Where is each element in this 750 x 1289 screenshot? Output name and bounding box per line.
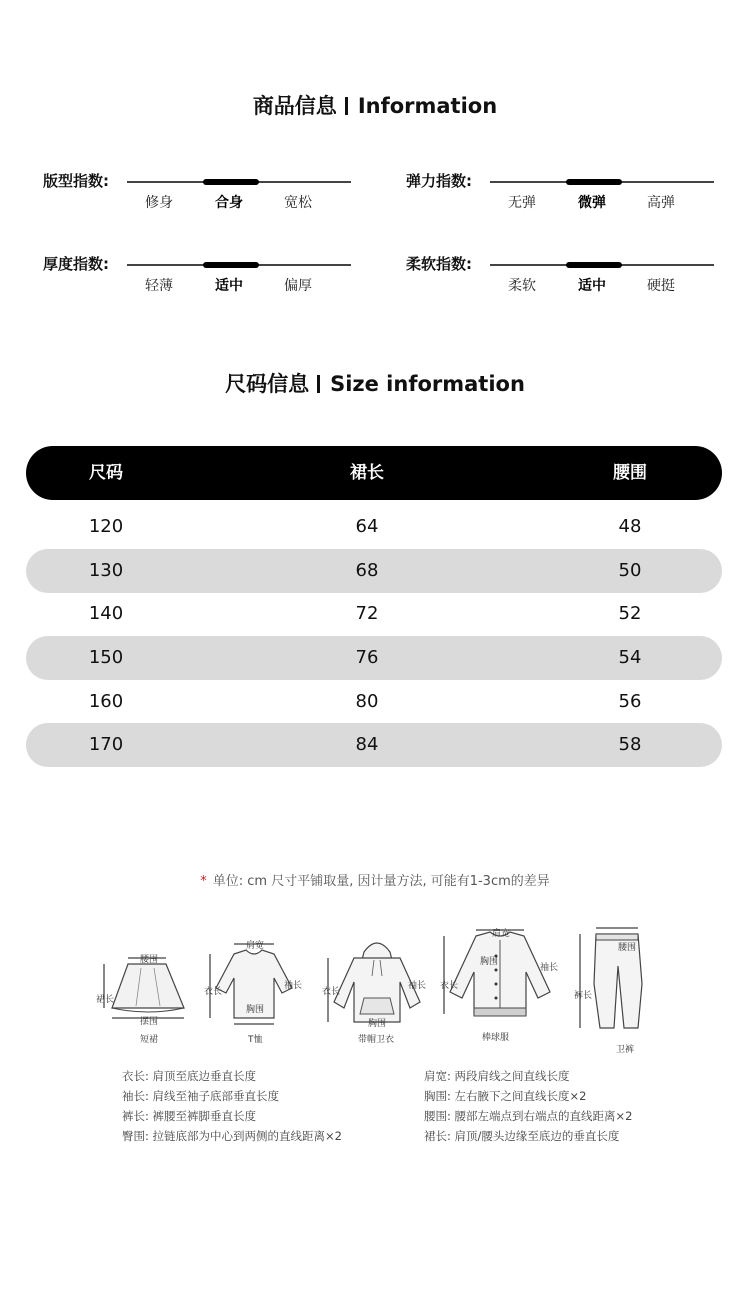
jacket-length-label: 衣长 [440, 981, 459, 991]
metric-thickness-label: 厚度指数: [43, 255, 109, 273]
pants-waist-label: 腰围 [618, 943, 637, 953]
legend-item: 胸围: 左右腋下之间直线长度×2 [424, 1089, 587, 1103]
jacket-chest-label: 胸围 [480, 957, 499, 967]
pants-caption: 卫裤 [616, 1045, 635, 1055]
metric-softness [406, 254, 736, 314]
jacket-shoulder-label: 肩宽 [492, 929, 511, 939]
metric-softness-option: 柔软 [508, 278, 536, 294]
hoodie-caption: 带帽卫衣 [358, 1035, 395, 1045]
hoodie-sleeve-label: 袖长 [408, 981, 427, 991]
metric-elasticity-option: 高弹 [647, 195, 675, 211]
tshirt-sleeve-label: 袖长 [284, 981, 303, 991]
legend-item: 腰围: 腰部左端点到右端点的直线距离×2 [424, 1109, 633, 1123]
table-row [26, 680, 722, 724]
metric-fit [43, 171, 373, 231]
metric-thickness [43, 254, 373, 314]
metric-elasticity-label: 弹力指数: [406, 172, 472, 190]
size-title [0, 368, 750, 398]
hoodie-chest-label: 胸围 [368, 1019, 387, 1029]
note-text: 单位: cm 尺寸平铺取量, 因计量方法, 可能有1-3cm的差异 [212, 874, 550, 889]
metric-softness-option-selected: 适中 [578, 278, 606, 294]
metric-elasticity-track [490, 181, 714, 183]
title-separator [317, 375, 320, 393]
note-asterisk: * [200, 874, 207, 889]
metric-elasticity-option-selected: 微弹 [578, 195, 606, 211]
legend-right [424, 1066, 632, 1146]
size-title-en: Size information [330, 372, 525, 396]
legend-item: 裙长: 肩顶/腰头边缘至底边的垂直长度 [424, 1129, 620, 1143]
skirt-length-label: 裙长 [96, 995, 115, 1005]
tshirt-caption: T恤 [248, 1035, 263, 1045]
cell-size: 130 [88, 560, 124, 581]
table-row [26, 505, 722, 549]
cell-skirt-length: 76 [355, 647, 379, 668]
metric-softness-label: 柔软指数: [406, 255, 472, 273]
hoodie-diagram [322, 932, 432, 1045]
cell-size: 120 [88, 516, 124, 537]
metric-softness-indicator [566, 262, 622, 268]
metric-thickness-indicator [203, 262, 259, 268]
tshirt-length-label: 衣长 [204, 987, 223, 997]
cell-waist: 50 [618, 560, 642, 581]
header-waist: 腰围 [613, 463, 647, 483]
metric-thickness-track [127, 264, 351, 266]
pants-illustration [574, 924, 654, 1044]
cell-waist: 54 [618, 647, 642, 668]
legend-item: 衣长: 肩顶至底边垂直长度 [122, 1069, 257, 1083]
cell-waist: 48 [618, 516, 642, 537]
cell-size: 170 [88, 734, 124, 755]
cell-size: 150 [88, 647, 124, 668]
hoodie-length-label: 衣长 [322, 987, 341, 997]
size-table-header [26, 446, 722, 500]
size-title-cn: 尺码信息 [225, 372, 310, 396]
metric-elasticity-option: 无弹 [508, 195, 536, 211]
metric-fit-option-selected: 合身 [215, 195, 243, 211]
jacket-illustration [440, 926, 560, 1026]
jacket-diagram [440, 926, 560, 1043]
cell-skirt-length: 68 [355, 560, 379, 581]
info-title-en: Information [357, 94, 498, 118]
cell-skirt-length: 64 [355, 516, 379, 537]
skirt-diagram [96, 950, 196, 1045]
skirt-waist-label: 腰围 [140, 955, 159, 965]
legend-item: 肩宽: 两段肩线之间直线长度 [424, 1069, 570, 1083]
legend-item: 裤长: 裤腰至裤脚垂直长度 [122, 1109, 257, 1123]
table-row [26, 592, 722, 636]
skirt-caption: 短裙 [140, 1035, 159, 1045]
jacket-caption: 棒球服 [482, 1033, 510, 1043]
metric-softness-track [490, 264, 714, 266]
title-separator [345, 97, 348, 115]
info-title-cn: 商品信息 [252, 94, 337, 118]
table-row [26, 549, 722, 593]
cell-skirt-length: 84 [355, 734, 379, 755]
measurement-note [0, 870, 750, 889]
metric-fit-track [127, 181, 351, 183]
cell-skirt-length: 80 [355, 691, 379, 712]
metric-thickness-option-selected: 适中 [215, 278, 243, 294]
header-size: 尺码 [89, 463, 123, 483]
metric-elasticity-indicator [566, 179, 622, 185]
metric-fit-option: 宽松 [284, 195, 312, 211]
pants-diagram [574, 924, 654, 1055]
metric-thickness-option: 偏厚 [284, 278, 312, 294]
table-row [26, 723, 722, 767]
info-title [0, 90, 750, 120]
cell-waist: 56 [618, 691, 642, 712]
cell-size: 160 [88, 691, 124, 712]
cell-waist: 52 [618, 603, 642, 624]
cell-skirt-length: 72 [355, 603, 379, 624]
metric-fit-label: 版型指数: [43, 172, 109, 190]
tshirt-diagram [204, 938, 304, 1045]
metric-fit-indicator [203, 179, 259, 185]
tshirt-shoulder-label: 肩宽 [246, 941, 265, 951]
jacket-sleeve-label: 袖长 [540, 963, 559, 973]
table-row [26, 636, 722, 680]
metric-thickness-option: 轻薄 [145, 278, 173, 294]
legend-left [122, 1066, 342, 1146]
cell-waist: 58 [618, 734, 642, 755]
pants-length-label: 裤长 [574, 991, 593, 1001]
metric-elasticity [406, 171, 736, 231]
header-skirt-length: 裙长 [350, 463, 384, 483]
legend-item: 臀围: 拉链底部为中心到两侧的直线距离×2 [122, 1129, 342, 1143]
skirt-hem-label: 摆围 [140, 1017, 159, 1027]
cell-size: 140 [88, 603, 124, 624]
legend-item: 袖长: 肩线至袖子底部垂直长度 [122, 1089, 280, 1103]
metric-fit-option: 修身 [145, 195, 173, 211]
metric-softness-option: 硬挺 [647, 278, 675, 294]
tshirt-chest-label: 胸围 [246, 1005, 265, 1015]
